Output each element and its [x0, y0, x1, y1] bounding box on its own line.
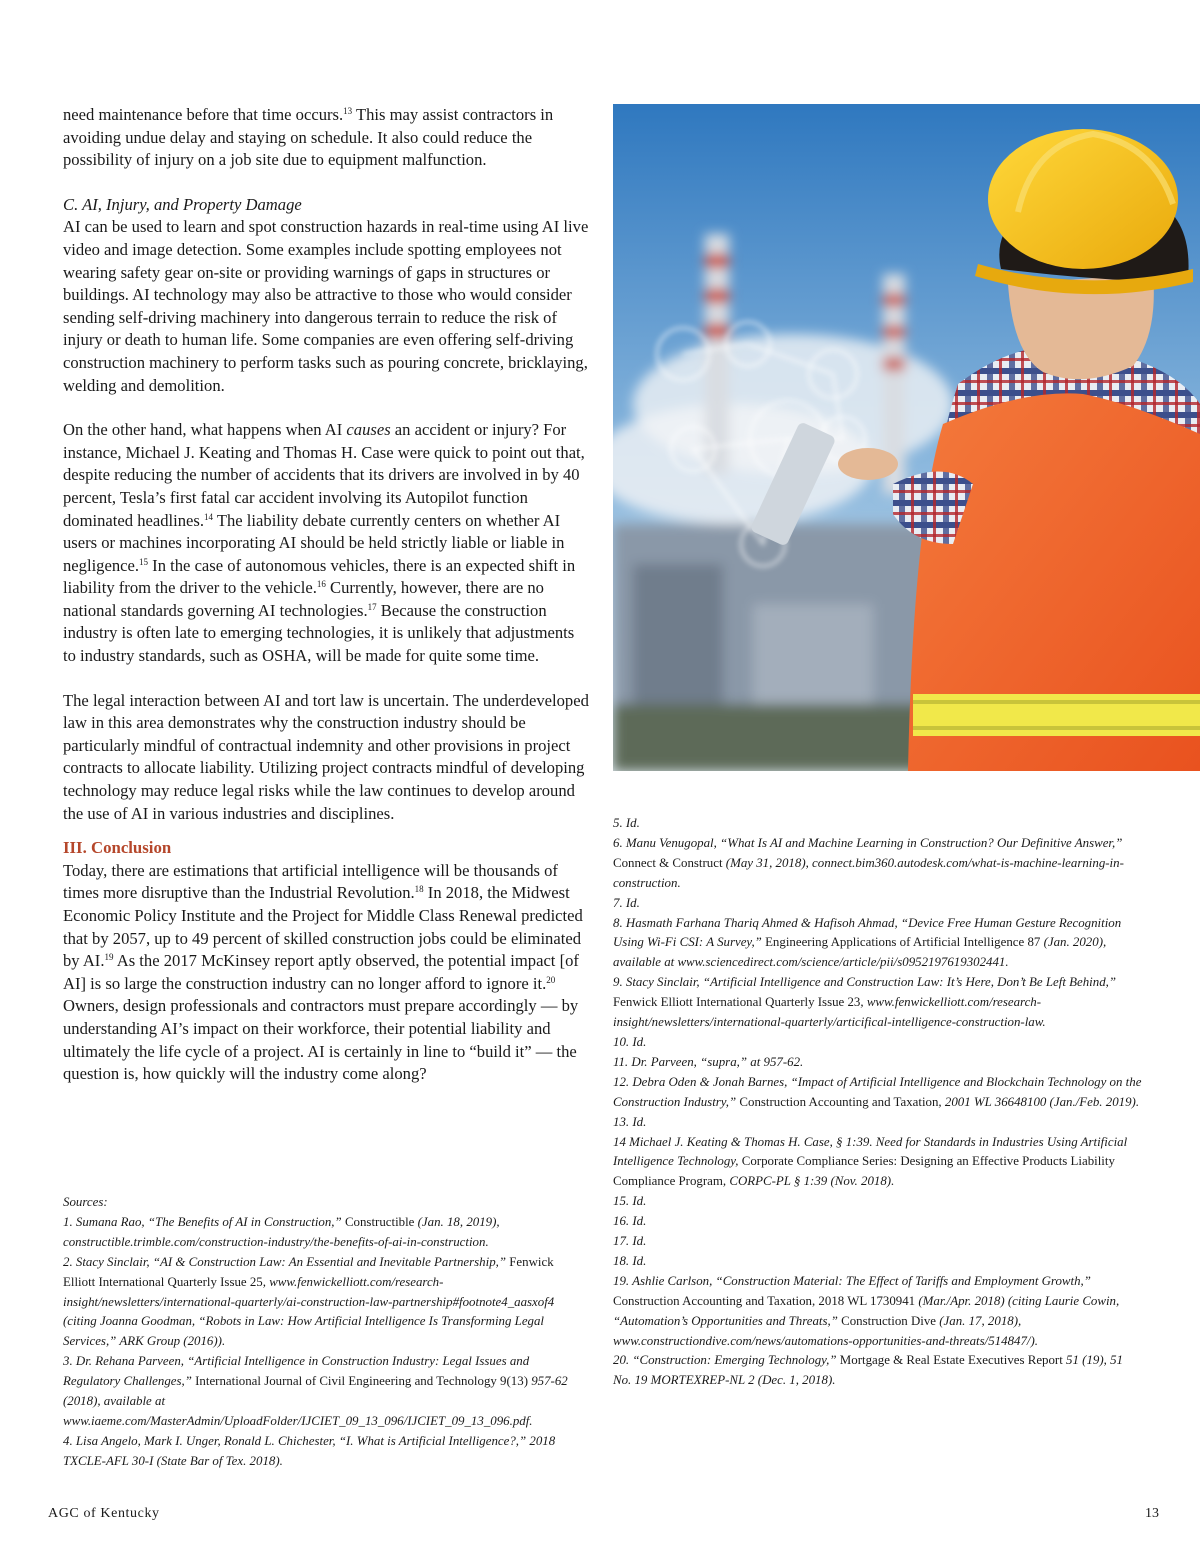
footnote-item: 10. Id. — [613, 1034, 647, 1049]
footnote-item: 11. Dr. Parveen, “supra,” at 957-62. — [613, 1054, 804, 1069]
source-item: 4. Lisa Angelo, Mark I. Unger, Ronald L. Chichester, “I. What is Artificial Intelligence?,” 2018 TXCLE-AFL 30-I (State Bar of Tex. 2018). — [63, 1433, 556, 1468]
subhead-ai-injury: C. AI, Injury, and Property Damage — [63, 194, 302, 214]
footnote-item: 9. Stacy Sinclair, “Artificial Intelligence and Construction Law: It’s Here, Don’t Be Left Behind,” Fenwick Elliott International Quarterly Issue 23, www.fenwickelliott.com/research-insight/newsletters/international-quarterly/articifical-intelligence-construction-law. — [613, 975, 1117, 1030]
footnote-item: 13. Id. — [613, 1114, 647, 1129]
construction-worker-photo — [613, 104, 1200, 771]
footnote-item: 12. Debra Oden & Jonah Barnes, “Impact of Artificial Intelligence and Blockchain Technology on the Construction Industry,” Construction Accounting and Taxation, 2001 WL 36648100 (Jan./Feb. 2019). — [613, 1074, 1142, 1109]
paragraph-maintenance: need maintenance before that time occurs.$^{13}$ This may assist contractors in avoiding undue delay and staying on schedule. It also could reduce the possibility of injury on a job site due to equipment malfunction. — [63, 105, 554, 170]
footnote-item: 5. Id. — [613, 816, 640, 830]
footnotes-list — [613, 814, 1143, 1391]
page-number: 13 — [1145, 1506, 1159, 1521]
footnote-item: 19. Ashlie Carlson, “Construction Material: The Effect of Tariffs and Employment Growth,” Construction Accounting and Taxation, 2018 WL 1730941 (Mar./Apr. 2018) (citing Laurie Cowin, “Automation’s Opportunities and Threats,” Construction Dive (Jan. 17, 2018), www.constructiondive.com/news/automations-opportunities-and-threats/514847/). — [613, 1273, 1120, 1348]
footnote-item: 20. “Construction: Emerging Technology,” Mortgage & Real Estate Executives Report 51 (19), 51 No. 19 MORTEXREP-NL 2 (Dec. 1, 2018). — [613, 1353, 1123, 1388]
sources-label: Sources: — [63, 1195, 108, 1209]
footnote-item: 15. Id. — [613, 1194, 647, 1209]
footnote-item: 14 Michael J. Keating & Thomas H. Case, § 1:39. Need for Standards in Industries Using Artificial Intelligence Technology, Corporate Compliance Series: Designing an Effective Products Liability Compliance Program, CORPC-PL § 1:39 (Nov. 2018). — [613, 1134, 1128, 1189]
footnote-item: 7. Id. — [613, 895, 640, 910]
section-heading-conclusion: III. Conclusion — [63, 838, 172, 858]
footnote-item: 8. Hasmath Farhana Thariq Ahmed & Hafisoh Ahmad, “Device Free Human Gesture Recognition Using Wi-Fi CSI: A Survey,” Engineering Applications of Artificial Intelligence 87 (Jan. 2020), available at www.sciencedirect.com/science/article/pii/s0952197619302441. — [613, 915, 1122, 970]
footnote-item: 16. Id. — [613, 1214, 647, 1229]
publication-name: AGC of Kentucky — [48, 1506, 160, 1521]
paragraph-conclusion: Today, there are estimations that artificial intelligence will be thousands of times more disruptive than the Industrial Revolution.$^{18}$ In 2018, the Midwest Economic Policy Institute and the Project for Middle Class Renewal predicted that by 2057, up to 49 percent of skilled construction jobs could be eliminated by AI.$^{19}$ As the 2017 McKinsey report aptly observed, the potential impact [of AI] is so large the construction industry can no longer afford to ignore it.$^{20}$ Owners, design professionals and contractors must prepare accordingly — by understanding AI’s impact on their workforce, their potential liability and ultimately the life cycle of a project. AI is certainly in line to “build it” — the question is, how quickly will the industry come along? — [63, 860, 583, 1084]
footnote-item: 18. Id. — [613, 1253, 647, 1268]
paragraph-tort-law: The legal interaction between AI and tort law is uncertain. The underdeveloped law in this area demonstrates why the construction industry should be particularly mindful of contractual indemnity and other provisions in project contracts to allocate liability. Utilizing project contracts mindful of developing technology may reduce legal risks while the law continues to develop around the use of AI in various industries and disciplines. — [63, 690, 589, 823]
footnote-item: 6. Manu Venugopal, “What Is AI and Machine Learning in Construction? Our Definitive Answer,” Connect & Construct (May 31, 2018), connect.bim360.autodesk.com/what-is-machine-learning-in-construction. — [613, 835, 1124, 890]
source-item: 1. Sumana Rao, “The Benefits of AI in Construction,” Constructible (Jan. 18, 2019), constructible.trimble.com/construction-industry/the-benefits-of-ai-in-construction. — [63, 1214, 500, 1249]
footnote-item: 17. Id. — [613, 1234, 647, 1249]
sources-list — [63, 1193, 589, 1472]
paragraph-liability: On the other hand, what happens when AI causes an accident or injury? For instance, Michael J. Keating and Thomas H. Case were quick to point out that, despite reducing the number of accidents that its drivers are involved in by 40 percent, Tesla’s first fatal car accident involving its Autopilot function dominated headlines.$^{14}$ The liability debate currently centers on whether AI users or machines incorporating AI should be held strictly liable or liable in negligence.$^{15}$ In the case of autonomous vehicles, there is an expected shift in liability from the driver to the vehicle.$^{16}$ Currently, however, there are no national standards governing AI technologies.$^{17}$ Because the construction industry is often late to emerging technologies, it is unlikely that adjustments to industry standards, such as OSHA, will be made for quite some time. — [63, 420, 585, 666]
source-item: 3. Dr. Rehana Parveen, “Artificial Intelligence in Construction Industry: Legal Issues and Regulatory Challenges,” International Journal of Civil Engineering and Technology 9(13) 957-62 (2018), available at www.iaeme.com/MasterAdmin/UploadFolder/IJCIET_09_13_096/IJCIET_09_13_096.pdf. — [63, 1354, 568, 1428]
main-column — [63, 104, 589, 1108]
source-item: 2. Stacy Sinclair, “AI & Construction Law: An Essential and Inevitable Partnership,” Fenwick Elliott International Quarterly Issue 25, www.fenwickelliott.com/research-insight/newsletters/international-quarterly/ai-construction-law-partnership#footnote4_aasxof4 (citing Joanna Goodman, “Robots in Law: How Artificial Intelligence Is Transforming Legal Services,” ARK Group (2016)). — [63, 1254, 555, 1349]
paragraph-hazards: AI can be used to learn and spot construction hazards in real-time using AI live video and image detection. Some examples include spotting employees not wearing safety gear on-site or providing warnings of gaps in structures or buildings. AI technology may also be attractive to those who would consider sending self-driving machinery into dangerous terrain to reduce the risk of injury or death to human life. Some companies are even offering self-driving construction machinery to perform tasks such as pouring concrete, bricklaying, welding and demolition. — [63, 217, 589, 395]
